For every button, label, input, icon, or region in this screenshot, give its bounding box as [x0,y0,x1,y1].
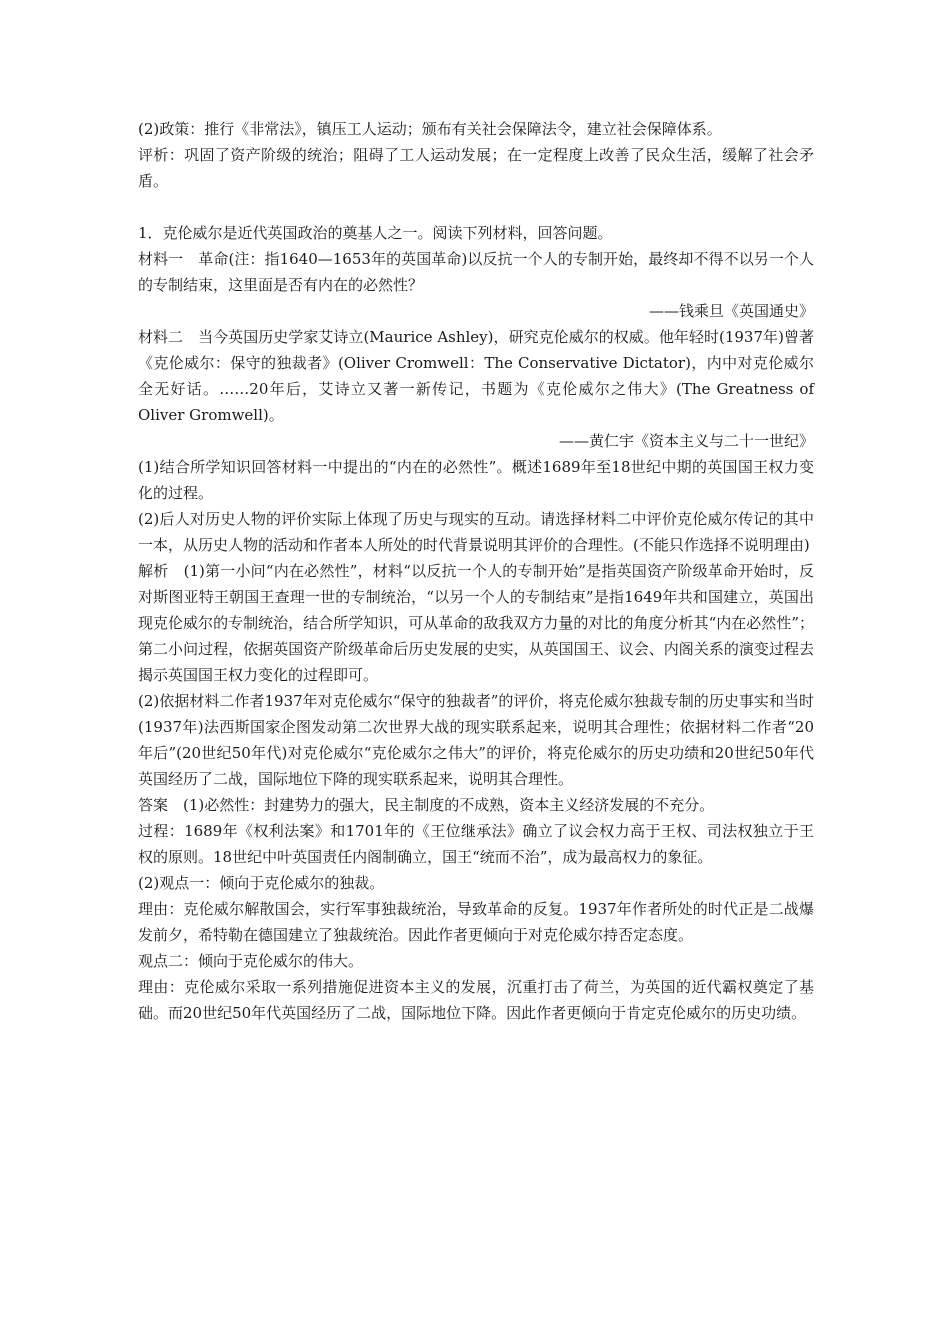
source-one: ——钱乘旦《英国通史》 [648,302,814,320]
source-two: ——黄仁宇《资本主义与二十一世纪》 [558,432,814,450]
answer-view-1: (2)观点一：倾向于克伦威尔的独裁。 [138,874,385,892]
answer-reason-1: 理由：克伦威尔解散国会，实行军事独裁统治，导致革命的反复。1937年作者所处的时代正是二战爆发前夕，希特勒在德国建立了独裁统治。因此作者更倾向于对克伦威尔持否定态度。 [138,900,814,944]
sub-question-1: (1)结合所学知识回答材料一中提出的“内在的必然性”。概述1689年至18世纪中期的英国国王权力变化的过程。 [138,458,814,502]
comment-paragraph: 评析：巩固了资产阶级的统治；阻碍了工人运动发展；在一定程度上改善了民众生活，缓解了社会矛盾。 [138,146,814,190]
policy-paragraph: (2)政策：推行《非常法》，镇压工人运动；颁布有关社会保障法令，建立社会保障体系。 [138,120,722,138]
sub-question-2: (2)后人对历史人物的评价实际上体现了历史与现实的互动。请选择材料二中评价克伦威尔传记的其中一本，从历史人物的活动和作者本人所处的时代背景说明其评价的合理性。(不能只作选择不说明理由) [138,510,814,554]
answer-view-2: 观点二：倾向于克伦威尔的伟大。 [138,952,364,970]
material-two: 材料二 当今英国历史学家艾诗立(Maurice Ashley)，研究克伦威尔的权威。他年轻时(1937年)曾著《克伦威尔：保守的独裁者》(Oliver Cromwell：The Conservative Dictator)，内中对克伦威尔全无好话。……20年后，艾诗立又著一新传记，书题为《克伦威尔之伟大》(The Greatness of Oliver Gromwell)。 [138,328,814,424]
answer-process: 过程：1689年《权利法案》和1701年的《王位继承法》确立了议会权力高于王权、司法权独立于王权的原则。18世纪中叶英国责任内阁制确立，国王“统而不治”，成为最高权力的象征。 [138,822,814,866]
material-one: 材料一 革命(注：指1640—1653年的英国革命)以反抗一个人的专制开始，最终却不得不以另一个人的专制结束，这里面是否有内在的必然性？ [138,250,814,294]
answer-part-1: 答案 (1)必然性：封建势力的强大，民主制度的不成熟，资本主义经济发展的不充分。 [138,796,715,814]
question-stem: 1．克伦威尔是近代英国政治的奠基人之一。阅读下列材料，回答问题。 [138,224,613,242]
answer-reason-2: 理由：克伦威尔采取一系列措施促进资本主义的发展，沉重打击了荷兰，为英国的近代霸权奠定了基础。而20世纪50年代英国经历了二战，国际地位下降。因此作者更倾向于肯定克伦威尔的历史功绩。 [138,978,814,1022]
spacer [138,194,814,220]
analysis-part-2: (2)依据材料二作者1937年对克伦威尔“保守的独裁者”的评价，将克伦威尔独裁专制的历史事实和当时(1937年)法西斯国家企图发动第二次世界大战的现实联系起来，说明其合理性；依据材料二作者“20年后”(20世纪50年代)对克伦威尔“克伦威尔之伟大”的评价，将克伦威尔的历史功绩和20世纪50年代英国经历了二战，国际地位下降的现实联系起来，说明其合理性。 [138,692,814,788]
document-page [138,116,814,1026]
analysis-part-1: 解析 (1)第一小问“内在必然性”，材料“以反抗一个人的专制开始”是指英国资产阶级革命开始时，反对斯图亚特王朝国王查理一世的专制统治，“以另一个人的专制结束”是指1649年共和国建立，英国出现克伦威尔的专制统治，结合所学知识，可从革命的敌我双方力量的对比的角度分析其“内在必然性”；第二小问过程，依据英国资产阶级革命后历史发展的史实，从英国国王、议会、内阁关系的演变过程去揭示英国国王权力变化的过程即可。 [138,562,814,684]
